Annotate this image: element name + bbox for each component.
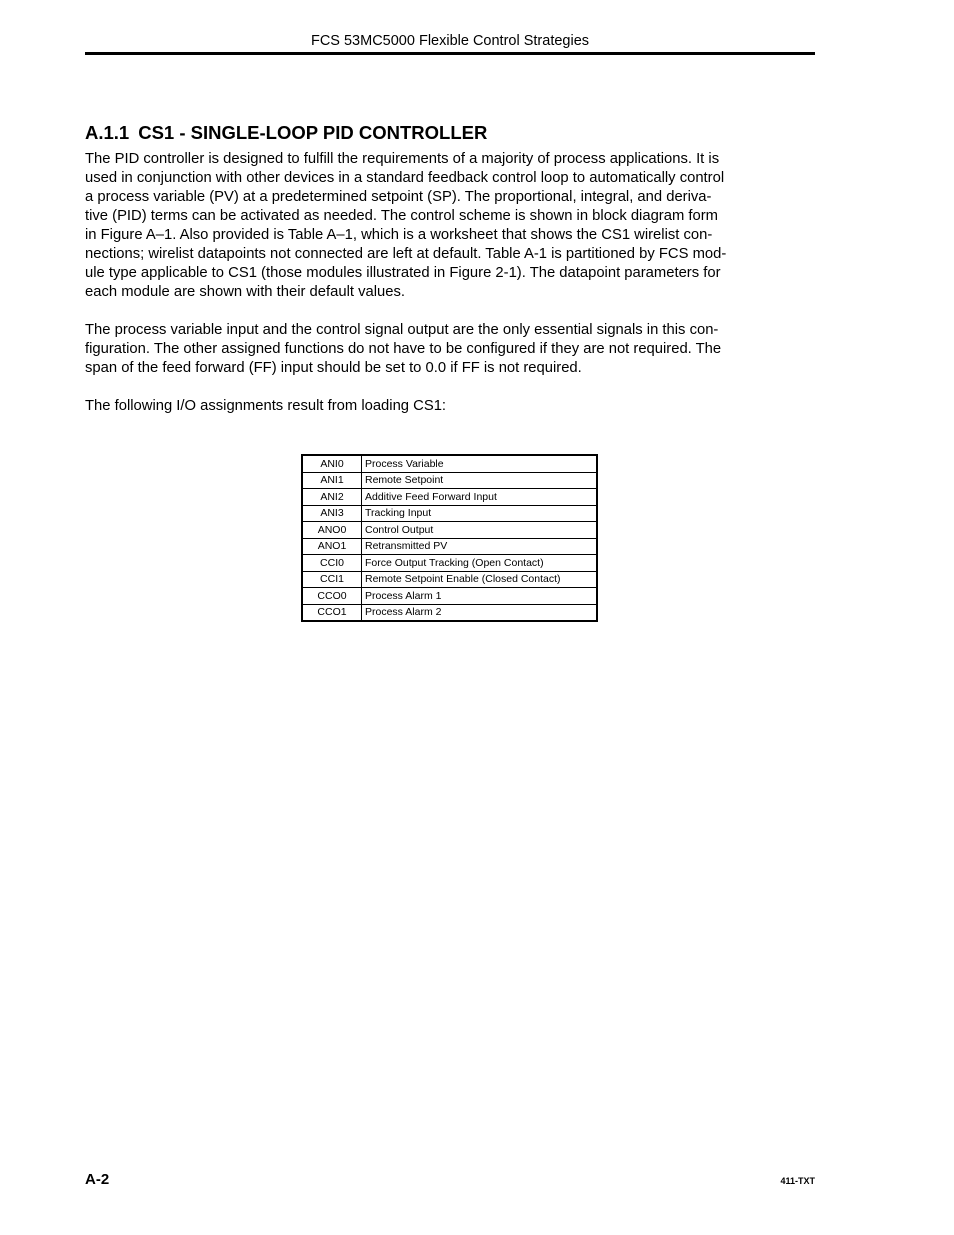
- paragraph-signals: [85, 321, 815, 378]
- paragraph-line: figuration. The other assigned functions do not have to be configured if they are not required. The: [85, 341, 722, 357]
- description-cell: Process Variable: [362, 455, 598, 472]
- section-title: CS1 - SINGLE-LOOP PID CONTROLLER: [138, 122, 488, 143]
- signal-cell: CCI1: [302, 571, 362, 588]
- signal-cell: ANI2: [302, 489, 362, 506]
- paragraph-line: each module are shown with their default values.: [85, 284, 405, 300]
- signal-cell: ANO0: [302, 522, 362, 539]
- table-row: [302, 538, 597, 555]
- paragraph-line: span of the feed forward (FF) input should be set to 0.0 if FF is not required.: [85, 360, 582, 376]
- paragraph-line: ule type applicable to CS1 (those modules illustrated in Figure 2-1). The datapoint parameters for: [85, 265, 721, 281]
- section-heading: [85, 122, 487, 144]
- table-row: [302, 588, 597, 605]
- description-cell: Additive Feed Forward Input: [362, 489, 598, 506]
- signal-cell: CCO1: [302, 604, 362, 621]
- paragraph-line: nections; wirelist datapoints not connected are left at default. Table A-1 is partitioned by FCS mod-: [85, 246, 727, 262]
- description-cell: Process Alarm 2: [362, 604, 598, 621]
- table-row: [302, 505, 597, 522]
- signal-cell: ANO1: [302, 538, 362, 555]
- io-assignment-table: [301, 454, 598, 622]
- page-number: A-2: [85, 1171, 110, 1188]
- table-row: [302, 571, 597, 588]
- document-code: 411-TXT: [780, 1176, 815, 1186]
- description-cell: Control Output: [362, 522, 598, 539]
- paragraph-line: used in conjunction with other devices in a standard feedback control loop to automatically control: [85, 170, 725, 186]
- paragraph-io-intro: [85, 397, 815, 416]
- table-row: [302, 455, 597, 472]
- paragraph-line: a process variable (PV) at a predetermined setpoint (SP). The proportional, integral, and deriva-: [85, 189, 712, 205]
- signal-cell: CCI0: [302, 555, 362, 572]
- table-row: [302, 522, 597, 539]
- description-cell: Remote Setpoint: [362, 472, 598, 489]
- section-number: A.1.1: [85, 122, 130, 143]
- table-row: [302, 604, 597, 621]
- description-cell: Retransmitted PV: [362, 538, 598, 555]
- description-cell: Force Output Tracking (Open Contact): [362, 555, 598, 572]
- header-rule: [85, 52, 815, 55]
- paragraph-line: in Figure A–1. Also provided is Table A–1, which is a worksheet that shows the CS1 wirelist con-: [85, 227, 713, 243]
- signal-cell: CCO0: [302, 588, 362, 605]
- signal-cell: ANI0: [302, 455, 362, 472]
- running-header: FCS 53MC5000 Flexible Control Strategies: [310, 33, 590, 49]
- description-cell: Process Alarm 1: [362, 588, 598, 605]
- description-cell: Remote Setpoint Enable (Closed Contact): [362, 571, 598, 588]
- paragraph-line: tive (PID) terms can be activated as needed. The control scheme is shown in block diagram form: [85, 208, 718, 224]
- signal-cell: ANI3: [302, 505, 362, 522]
- signal-cell: ANI1: [302, 472, 362, 489]
- paragraph-line: The PID controller is designed to fulfill the requirements of a majority of process applications. It is: [85, 151, 720, 167]
- table-row: [302, 555, 597, 572]
- paragraph-line: The following I/O assignments result from loading CS1:: [85, 398, 447, 414]
- description-cell: Tracking Input: [362, 505, 598, 522]
- table-row: [302, 472, 597, 489]
- paragraph-line: The process variable input and the control signal output are the only essential signals in this con-: [85, 322, 719, 338]
- table-row: [302, 489, 597, 506]
- paragraph-intro: [85, 150, 815, 302]
